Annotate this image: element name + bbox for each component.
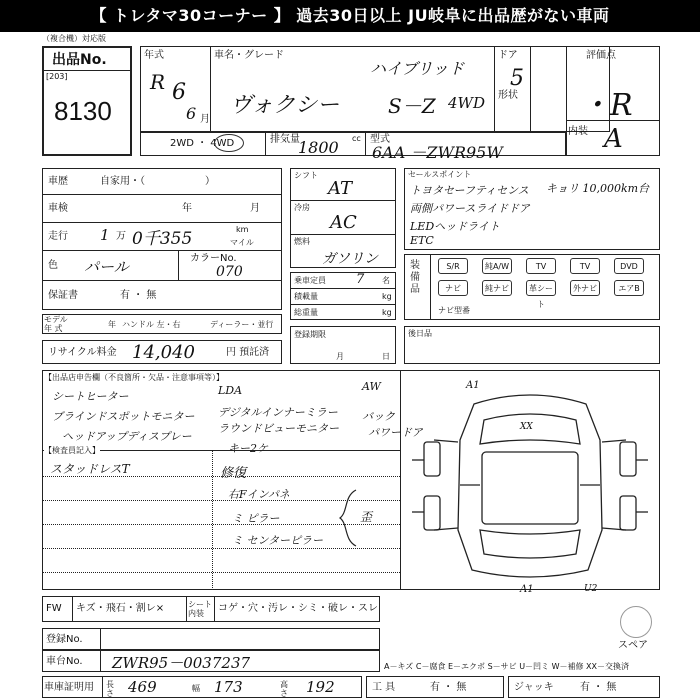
capacity-unit: 名 [382,276,390,285]
aircon-value: AC [330,212,357,233]
detail-3-1: AW [362,380,381,393]
seat-label: シート内装 [188,600,212,618]
sales-point-2: キョリ 10,000km台 [546,182,650,195]
length-label: 長さ [106,680,114,698]
equip-ext-navi: 外ナビ [570,280,600,296]
inspector-note-6: 歪 [360,510,373,524]
year-era: R [150,70,166,94]
detail-2-2: デジタルインナーミラー [218,406,338,419]
gross-unit: kg [382,308,392,317]
diagram-xx: XX [520,422,533,432]
model-label-2: 年 式 [44,324,63,333]
recycle-value: 14,040 [132,342,195,363]
diagram-a1-top: A1 [466,380,480,391]
inspector-note-1: スタッドレスT [50,462,130,476]
diagram-a1-bottom: A1 [520,584,534,595]
doors-value: 5 [510,66,524,91]
month-value: 6 [186,104,197,123]
equip-tv2: TV [570,258,600,274]
detail-2-1: LDA [218,384,243,397]
color-no: 070 [216,264,243,280]
shift-label: シフト [294,171,318,180]
detail-1-3: ヘッドアップディスプレー [62,430,192,443]
car-diagram [404,380,656,588]
type-label: 型式 [370,134,390,145]
tools-value: 有 ・ 無 [430,682,467,693]
sales-point-4: LEDヘッドライト [410,220,500,233]
interior-score: A [604,124,623,154]
capacity-label: 乗車定員 [294,276,326,285]
capacity-value: 7 [356,272,365,287]
warranty-label: 保証書 [48,290,78,301]
warranty-value: 有 ・ 無 [120,290,157,301]
equip-airbag: エアB [614,280,644,296]
score-label: 評価点 [586,50,616,61]
mileage-man: 1 [100,226,110,244]
equip-sr: S/R [438,258,468,274]
fuel-label: 燃料 [294,237,310,246]
mileage-unit-mile: マイル [230,238,254,247]
load-label: 積載量 [294,292,318,301]
listing-label: 出品No. [52,52,107,68]
mileage-label: 走行 [48,231,68,242]
listing-number: 8130 [54,96,112,126]
month-label: 月 [200,114,210,125]
detail-3-3: パワードア [368,426,423,439]
handle: ハンドル 左・右 [122,320,181,329]
regdate-label: 登録期限 [294,330,326,339]
height-label: 高さ [280,680,288,698]
legend: A－キズ C－腐食 E－エクボ S－サビ U－凹ミ W－補修 XX－交換済 [384,662,630,671]
inspector-brace-icon [330,488,364,548]
height-value: 192 [306,678,335,696]
drive: 4WD [448,94,485,112]
inspector-note-2: 修復 [220,466,247,481]
spare-tire-icon [620,606,652,638]
year-label: 年式 [144,50,164,61]
chassis-value: ZWR95－0037237 [112,654,251,672]
mileage-man-unit: 万 [116,231,126,242]
inspection-month: 月 [250,203,260,214]
seat-items: コゲ・穴・汚レ・シミ・破レ・スレ [218,603,378,614]
width-value: 173 [214,678,243,696]
stamp: [203] [46,72,68,81]
drivetrain-options: 2WD ・ 4WD [170,138,235,149]
type-value: 6AA －ZWR95W [372,143,503,162]
registration-label: 登録No. [46,634,83,645]
recycle-label: リサイクル料金 [48,347,117,358]
diagram-u2: U2 [584,584,598,594]
equip-leather: 革シート [526,280,556,296]
fw-label: FW [46,603,62,614]
name-label: 車名・グレード [214,50,284,61]
gross-label: 総重量 [294,308,318,317]
model-label-1: モデル [44,315,68,324]
score-exterior: ・R [580,88,633,123]
registration-row [42,628,380,650]
sales-point-5: ETC [410,234,434,247]
history-label: 車歴 [48,176,68,187]
color-no-label: カラーNo. [190,253,237,264]
sales-point-1: トヨタセーフティセンス [410,184,529,197]
equip-genuine-navi: 純ナビ [482,280,512,296]
inspector-note-3: 右Fインパネ [228,488,290,501]
detail-1-2: ブラインドスポットモニター [52,410,195,423]
inspection-year: 年 [182,203,192,214]
tools-label: 工 具 [372,682,396,693]
navi-model-label: ナビ型番 [438,306,470,315]
color-value: パール [84,258,129,276]
certificate-label: 車庫証明用 [44,682,94,693]
inspector-note-5: ミ センターピラー [232,534,324,547]
doors-label: ドア [498,50,518,61]
after-items-box [404,326,660,364]
grade: S－Z [388,94,436,118]
equip-navi: ナビ [438,280,468,296]
model-year: 年 [108,320,116,329]
history-value: 自家用・（ ） [100,176,215,187]
displacement-label: 排気量 [270,134,300,145]
details-label: 【出品店申告欄（不良箇所・欠品・注意事項等）】 [44,373,224,382]
jack-value: 有 ・ 無 [580,682,617,693]
detail-2-3: ラウンドビューモニター [218,422,339,435]
regdate-month: 月 [336,352,344,361]
spare-label: スペア [618,640,648,651]
equipment-label: 装備品 [410,260,420,295]
hybrid-text: ハイブリッド [370,59,465,78]
aircon-label: 冷房 [294,203,310,212]
header-banner: 【 トレタマ30コーナー 】 過去30日以上 JU岐阜に出品歴がない車両 [0,0,700,32]
mileage-rest: 0千355 [132,229,193,249]
color-label: 色 [48,260,58,271]
recycle-unit: 円 預託済 [226,347,270,358]
regdate-day: 日 [382,352,390,361]
equip-dvd: DVD [614,258,644,274]
width-label: 幅 [192,684,200,693]
interior-label: 内装 [568,126,588,137]
year-value: 6 [172,80,186,105]
jack-label: ジャッキ [514,682,554,693]
inspection-label: 車検 [48,203,68,214]
inspector-note-4: ミ ピラー [232,512,280,525]
top-note: （複合機）対応版 [42,34,106,43]
mileage-unit-km: km [236,225,249,234]
shift-value: AT [328,178,353,199]
displacement-unit: cc [352,134,361,143]
shape-label: 形状 [498,90,518,101]
length-value: 469 [128,678,157,696]
fuel-value: ガソリン [322,251,378,267]
equip-tv1: TV [526,258,556,274]
fw-items: キズ・飛石・割レ× [76,603,165,614]
sales-points-label: セールスポイント [408,170,472,179]
displacement-value: 1800 [298,138,339,157]
equip-aw: 純A/W [482,258,512,274]
detail-extra: キー2ケ [228,442,268,455]
inspector-label: 【検査員記入】 [44,446,100,455]
detail-1-1: シートヒーター [52,390,129,403]
after-items-label: 後日品 [408,329,432,338]
sales-point-3: 両側パワースライドドア [410,202,530,215]
load-unit: kg [382,292,392,301]
dealer: ディーラー・並行 [210,320,274,329]
chassis-label: 車台No. [46,656,83,667]
listing-box [42,46,132,156]
detail-3-2: バック [362,410,395,423]
drivetrain-circle-icon [214,134,244,152]
model-name: ヴォクシー [230,93,340,118]
